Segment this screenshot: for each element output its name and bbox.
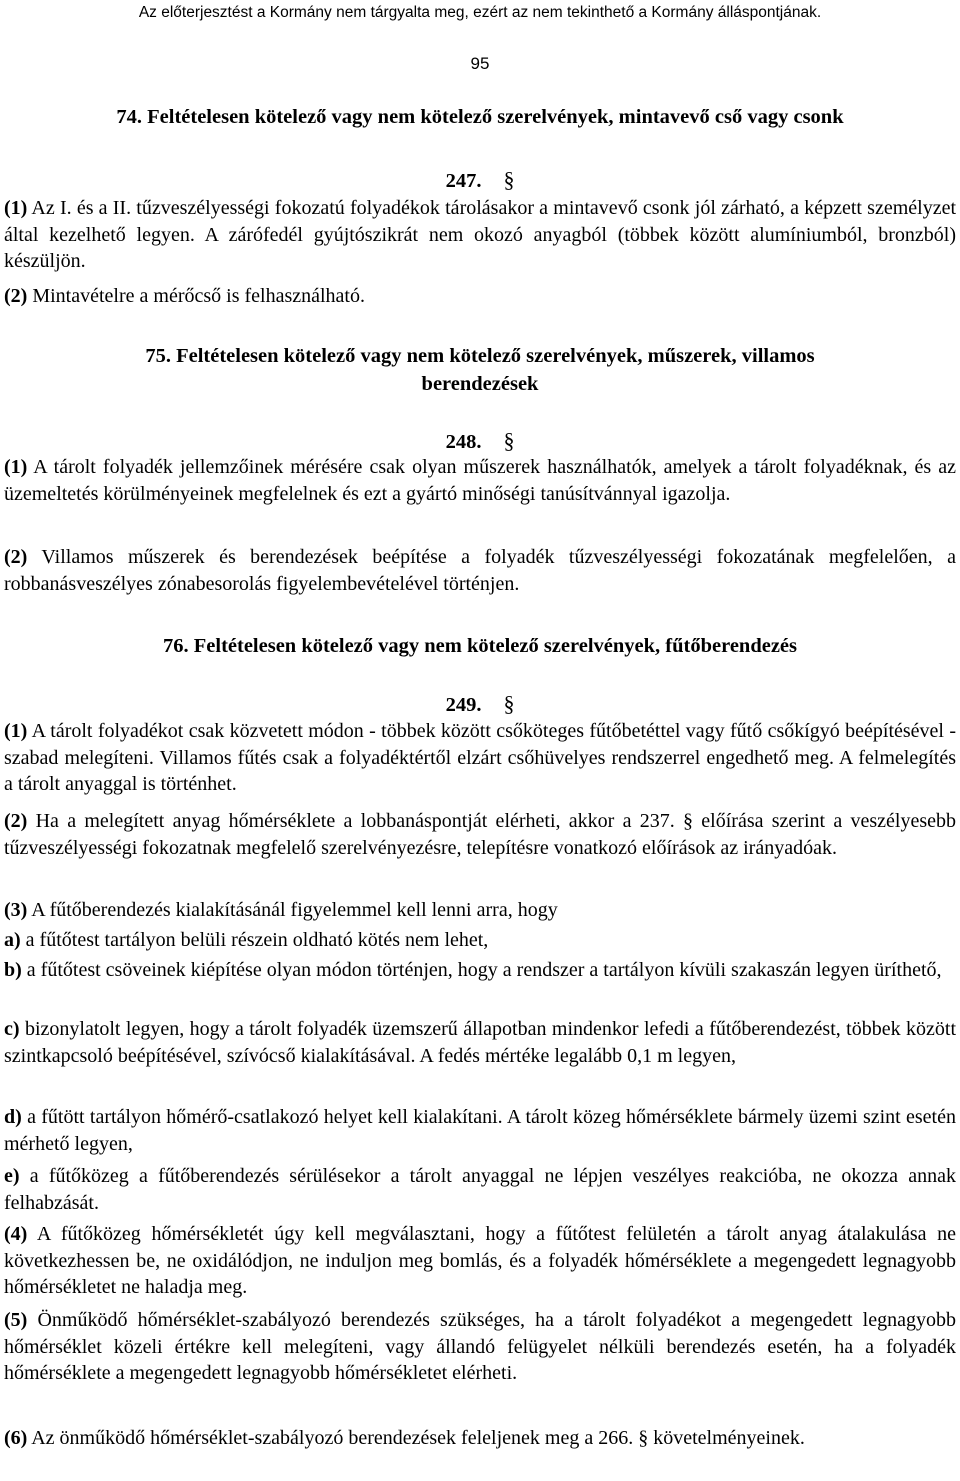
paragraph-248-1 — [4, 454, 956, 507]
para-text: Az I. és a II. tűzveszélyességi fokozatú folyadékok tárolásakor a mintavevő csonk jól zárható, a képzett személyzet által kezelhető legyen. A zárófedél gyújtószikrát nem okozó anyagból (többek között alumíniumból, bronzból) készüljön. — [4, 197, 956, 273]
item-249-c — [4, 1016, 956, 1069]
heading-75-line1: 75. Feltételesen kötelező vagy nem kötelező szerelvények, műszerek, villamos — [145, 345, 815, 367]
para-number: (2) — [4, 285, 28, 307]
para-number: (4) — [4, 1223, 28, 1245]
paragraph-sign: § — [503, 167, 515, 192]
section-number: 247. — [445, 170, 482, 192]
heading-76: 76. Feltételesen kötelező vagy nem kötelező szerelvények, fűtőberendezés — [163, 635, 797, 657]
item-249-a — [4, 927, 956, 954]
para-number: (2) — [4, 810, 28, 832]
item-249-e — [4, 1163, 956, 1216]
section-247 — [4, 167, 956, 195]
para-number: (1) — [4, 456, 28, 478]
para-number: (1) — [4, 720, 28, 742]
heading-74: 74. Feltételesen kötelező vagy nem kötelező szerelvények, mintavevő cső vagy csonk — [116, 106, 844, 128]
item-249-d — [4, 1104, 956, 1157]
item-text: a fűtőtest tartályon belüli részein oldható kötés nem lehet, — [20, 929, 489, 951]
heading-75 — [4, 342, 956, 398]
para-text: Villamos műszerek és berendezések beépítése a folyadék tűzveszélyességi fokozatának megfelelően, a robbanásveszélyes zónabesorolás figyelembevételével történjen. — [4, 546, 956, 595]
para-text: Mintavételre a mérőcső is felhasználható. — [27, 285, 365, 307]
para-text: Önműködő hőmérséklet-szabályozó berendezés szükséges, ha a tárolt folyadékot a megengedett legnagyobb hőmérséklet közeli értékre kell melegíteni, vagy állandó felügyelet nélküli berendezés esetén, ha a folyadék hőmérséklete a megengedett legnagyobb hőmérsékletet elérheti. — [4, 1309, 956, 1385]
item-letter: a) — [4, 929, 21, 951]
section-249 — [4, 691, 956, 719]
item-text: a fűtőtest csöveinek kiépítése olyan módon történjen, hogy a rendszer a tartályon kívüli szakaszán legyen üríthető, — [21, 959, 942, 981]
para-text: Az önműködő hőmérséklet-szabályozó berendezések feleljenek meg a 266. § követelményeinek. — [27, 1427, 805, 1449]
para-text: A tárolt folyadék jellemzőinek mérésére csak olyan műszerek használhatók, amelyek a tárolt folyadéknak, és az üzemeltetés körülményeinek megfelelnek és ezt a gyártó minőségi tanúsítvánnyal igazolja. — [4, 456, 956, 505]
section-248 — [4, 428, 956, 456]
item-letter: e) — [4, 1165, 20, 1187]
paragraph-247-2 — [4, 283, 956, 310]
item-letter: d) — [4, 1106, 22, 1128]
paragraph-249-1 — [4, 718, 956, 798]
para-number: (6) — [4, 1427, 28, 1449]
paragraph-249-3 — [4, 897, 956, 924]
para-number: (2) — [4, 546, 28, 568]
heading-75-line2: berendezések — [421, 373, 539, 395]
paragraph-247-1 — [4, 195, 956, 275]
para-text: A tárolt folyadékot csak közvetett módon - többek között csőköteges fűtőbetéttel vagy fűtő csőkígyó beépítésével - szabad melegíteni. Villamos fűtés csak a folyadéktértől elzárt csőhüvelyes rendszerrel engedhető meg. A felmelegítés a tárolt anyaggal is történhet. — [4, 720, 956, 796]
para-text: A fűtőközeg hőmérsékletét úgy kell megválasztani, hogy a fűtőtest felületén a tárolt anyag átalakulása ne következhessen be, ne oxidálódjon, ne induljon meg bomlás, és a folyadék hőmérséklete a megengedett legnagyobb hőmérsékletet ne haladja meg. — [4, 1223, 956, 1299]
section-number: 249. — [445, 694, 482, 716]
item-text: bizonylatolt legyen, hogy a tárolt folyadék üzemszerű állapotban mindenkor lefedi a fűtőberendezést, többek között szintkapcsoló beépítésével, szívócső kialakításával. A fedés mértéke legalább 0,1 m legyen, — [4, 1018, 956, 1067]
paragraph-249-4 — [4, 1221, 956, 1301]
para-number: (3) — [4, 899, 28, 921]
para-text: A fűtőberendezés kialakításánál figyelemmel kell lenni arra, hogy — [27, 899, 558, 921]
paragraph-249-2 — [4, 808, 956, 861]
paragraph-sign: § — [503, 428, 515, 453]
item-letter: c) — [4, 1018, 20, 1040]
paragraph-249-6 — [4, 1425, 956, 1452]
item-text: a fűtött tartályon hőmérő-csatlakozó helyet kell kialakítani. A tárolt közeg hőmérséklete bármely üzemi szint esetén mérhető legyen, — [4, 1106, 956, 1155]
section-number: 248. — [445, 431, 482, 453]
page-number: 95 — [470, 54, 490, 73]
item-249-b — [4, 957, 956, 984]
item-letter: b) — [4, 959, 22, 981]
paragraph-248-2 — [4, 544, 956, 597]
para-text: Ha a melegített anyag hőmérséklete a lobbanáspontját elérheti, akkor a 237. § előírása szerint a veszélyesebb tűzveszélyességi fokozatnak megfelelő szerelvényezésre, telepítésre vonatkozó előírások az irányadóak. — [4, 810, 956, 859]
para-number: (1) — [4, 197, 28, 219]
paragraph-sign: § — [503, 691, 515, 716]
paragraph-249-5 — [4, 1307, 956, 1387]
disclaimer-header: Az előterjesztést a Kormány nem tárgyalta meg, ezért az nem tekinthető a Kormány álláspontjának. — [138, 4, 822, 21]
para-number: (5) — [4, 1309, 28, 1331]
item-text: a fűtőközeg a fűtőberendezés sérülésekor a tárolt anyaggal ne lépjen veszélyes reakcióba, ne okozza annak felhabzását. — [4, 1165, 956, 1214]
